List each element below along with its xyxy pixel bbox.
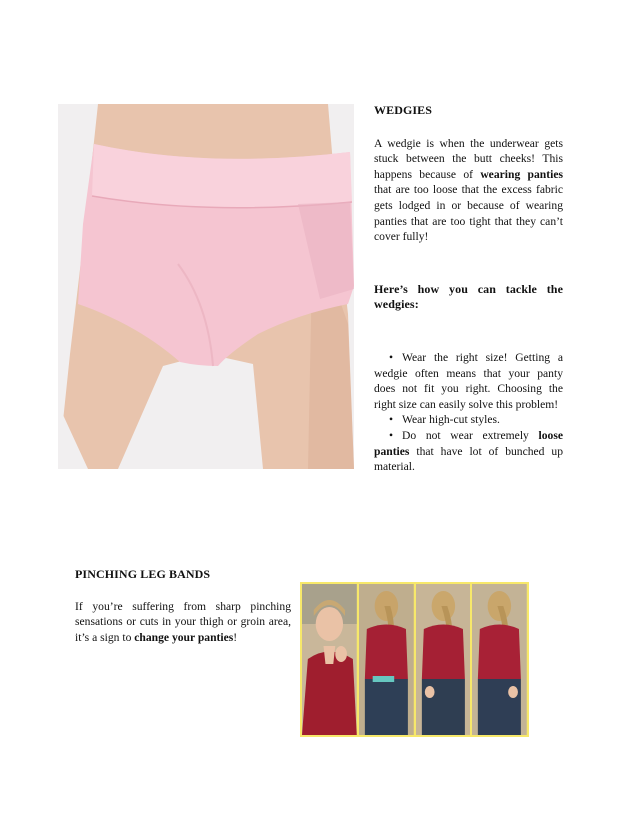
bullet-icon: • (388, 413, 393, 427)
bullet-item (374, 350, 563, 412)
wearing-panties-emphasis: wearing panties (480, 167, 563, 181)
bullet-item (374, 412, 563, 428)
wedgies-heading: WEDGIES (374, 103, 433, 117)
tackle-bullet-list (374, 350, 563, 475)
bullet-text: Wear the right size! Getting a wedgie often means that your panty does not fit you right. Choosing the right size can easily solve this problem! (374, 350, 563, 411)
wedgies-text-2: that are too loose that the excess fabric gets lodged in or because of wearing panties that are too tight that they can’t cover fully! (374, 183, 563, 244)
wedgies-text-1: A wedgie is when the underwear gets stuck between the butt cheeks! This happens because of (374, 136, 563, 181)
pinching-section (75, 567, 291, 645)
pinching-text-1: If you’re suffering from sharp pinching sensations or cuts in your thigh or groin area, it’s a sign to (75, 599, 291, 644)
bullet-text: that have lot of bunched up material. (374, 444, 563, 474)
pinching-paragraph (75, 599, 291, 646)
bullet-icon: • (388, 350, 393, 364)
collage-panel-4 (472, 584, 527, 735)
wedgies-section (374, 103, 563, 475)
pinching-text-2: ! (233, 630, 238, 644)
panties-product-photo (58, 104, 354, 469)
photo-collage (300, 582, 529, 737)
tackle-heading: Here’s how you can tackle the wedgies: (374, 281, 563, 312)
collage-panel-3 (416, 584, 471, 735)
pinching-heading: PINCHING LEG BANDS (75, 567, 211, 581)
loose-panties-emphasis: loose panties (374, 428, 563, 458)
collage-panel-1 (302, 584, 357, 735)
collage-panel-2 (359, 584, 414, 735)
bullet-text: Wear high-cut styles. (402, 413, 500, 427)
bullet-item (374, 428, 563, 475)
bullet-text: Do not wear extremely (402, 428, 539, 442)
wedgies-paragraph (374, 136, 563, 245)
bullet-icon: • (388, 428, 393, 442)
change-panties-emphasis: change your panties (134, 630, 234, 644)
panties-illustration (58, 104, 354, 469)
